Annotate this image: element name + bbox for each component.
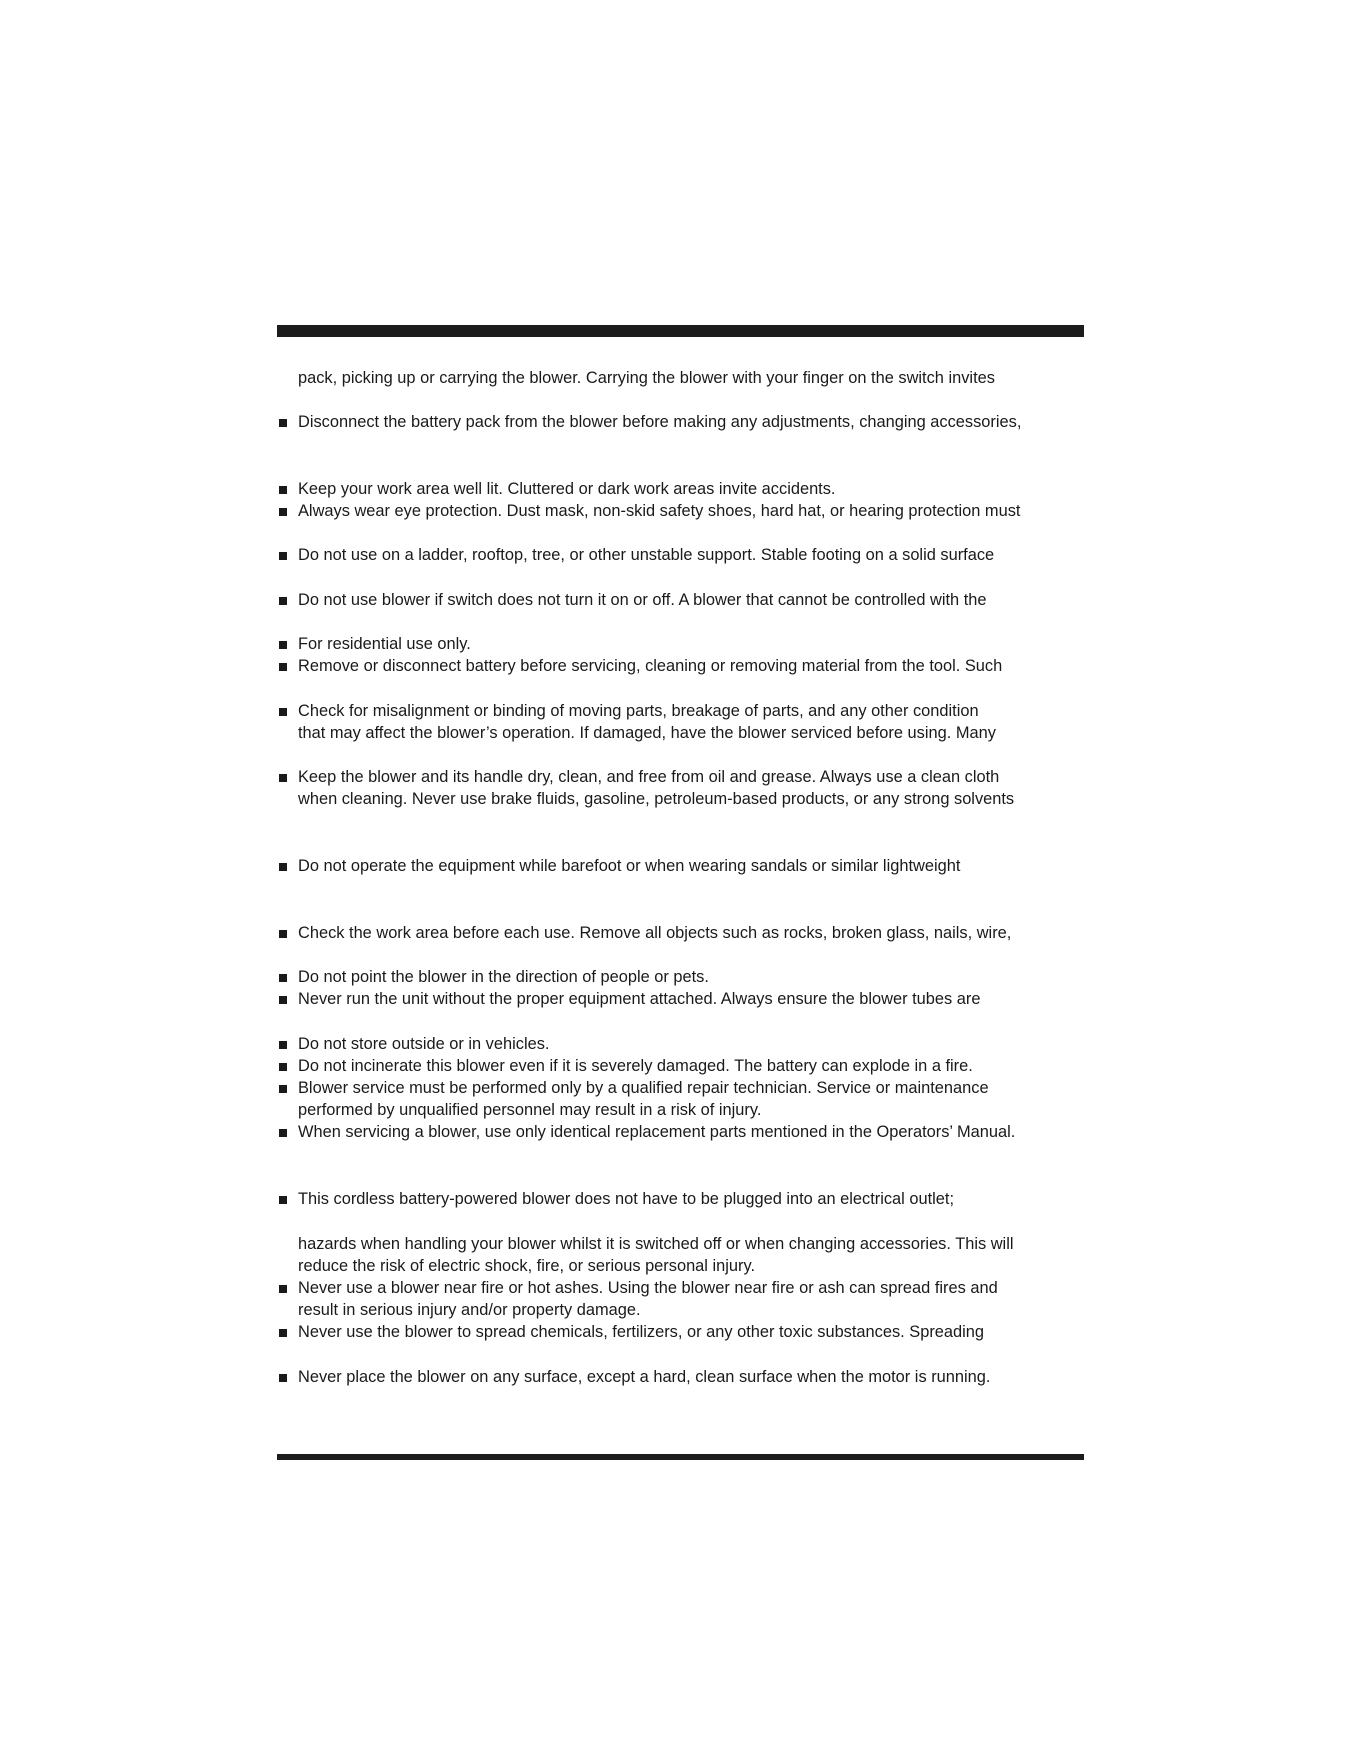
bullet-icon xyxy=(279,1285,287,1293)
text-line: For residential use only. xyxy=(298,635,471,653)
top-rule xyxy=(277,325,1084,337)
bullet-icon xyxy=(279,1374,287,1382)
text-line: Disconnect the battery pack from the blower before making any adjustments, changing accessories, xyxy=(298,413,1022,431)
text-line: This cordless battery-powered blower does not have to be plugged into an electrical outlet; xyxy=(298,1190,955,1208)
bullet-icon xyxy=(279,552,287,560)
text-line: Do not use blower if switch does not turn it on or off. A blower that cannot be controlled with the xyxy=(298,591,987,609)
bullet-icon xyxy=(279,419,287,427)
bullet-icon xyxy=(279,863,287,871)
bullet-icon xyxy=(279,1063,287,1071)
text-line: Never run the unit without the proper equipment attached. Always ensure the blower tubes are xyxy=(298,990,981,1008)
text-line: Do not operate the equipment while barefoot or when wearing sandals or similar lightweight xyxy=(298,857,961,875)
text-line: Remove or disconnect battery before servicing, cleaning or removing material from the tool. Such xyxy=(298,657,1003,675)
text-line: hazards when handling your blower whilst it is switched off or when changing accessories. This will xyxy=(298,1235,1014,1253)
bullet-icon xyxy=(279,508,287,516)
bullet-icon xyxy=(279,486,287,494)
text-line: Blower service must be performed only by a qualified repair technician. Service or maintenance xyxy=(298,1079,989,1097)
bullet-icon xyxy=(279,597,287,605)
bullet-icon xyxy=(279,1329,287,1337)
text-line: Do not use on a ladder, rooftop, tree, or other unstable support. Stable footing on a solid surface xyxy=(298,546,995,564)
text-line: When servicing a blower, use only identical replacement parts mentioned in the Operators’ Manual. xyxy=(298,1123,1016,1141)
text-line: Check the work area before each use. Remove all objects such as rocks, broken glass, nails, wire, xyxy=(298,924,1012,942)
bullet-icon xyxy=(279,641,287,649)
bullet-icon xyxy=(279,708,287,716)
text-line: Always wear eye protection. Dust mask, non-skid safety shoes, hard hat, or hearing protection must xyxy=(298,502,1021,520)
text-line: Check for misalignment or binding of moving parts, breakage of parts, and any other condition xyxy=(298,702,979,720)
text-line: Never use a blower near fire or hot ashes. Using the blower near fire or ash can spread fires and xyxy=(298,1279,998,1297)
bottom-rule xyxy=(277,1454,1084,1460)
text-line: reduce the risk of electric shock, fire, or serious personal injury. xyxy=(298,1257,756,1275)
bullet-icon xyxy=(279,996,287,1004)
text-line: Keep the blower and its handle dry, clean, and free from oil and grease. Always use a clean cloth xyxy=(298,768,1000,786)
bullet-icon xyxy=(279,1196,287,1204)
text-line: that may affect the blower’s operation. If damaged, have the blower serviced before using. Many xyxy=(298,724,996,742)
bullet-icon xyxy=(279,1041,287,1049)
bullet-icon xyxy=(279,930,287,938)
text-line: result in serious injury and/or property damage. xyxy=(298,1301,641,1319)
bullet-icon xyxy=(279,974,287,982)
bullet-icon xyxy=(279,774,287,782)
text-line: pack, picking up or carrying the blower. Carrying the blower with your finger on the switch invites xyxy=(298,369,995,387)
text-line: when cleaning. Never use brake fluids, gasoline, petroleum-based products, or any strong solvents xyxy=(298,790,1015,808)
text-line: Do not incinerate this blower even if it is severely damaged. The battery can explode in a fire. xyxy=(298,1057,973,1075)
bullet-icon xyxy=(279,663,287,671)
text-line: Never use the blower to spread chemicals, fertilizers, or any other toxic substances. Spreading xyxy=(298,1323,985,1341)
bullet-icon xyxy=(279,1129,287,1137)
text-line: Keep your work area well lit. Cluttered or dark work areas invite accidents. xyxy=(298,480,836,498)
text-line: performed by unqualified personnel may result in a risk of injury. xyxy=(298,1101,762,1119)
bullet-icon xyxy=(279,1085,287,1093)
text-line: Do not point the blower in the direction of people or pets. xyxy=(298,968,709,986)
text-line: Never place the blower on any surface, except a hard, clean surface when the motor is running. xyxy=(298,1368,991,1386)
text-line: Do not store outside or in vehicles. xyxy=(298,1035,550,1053)
